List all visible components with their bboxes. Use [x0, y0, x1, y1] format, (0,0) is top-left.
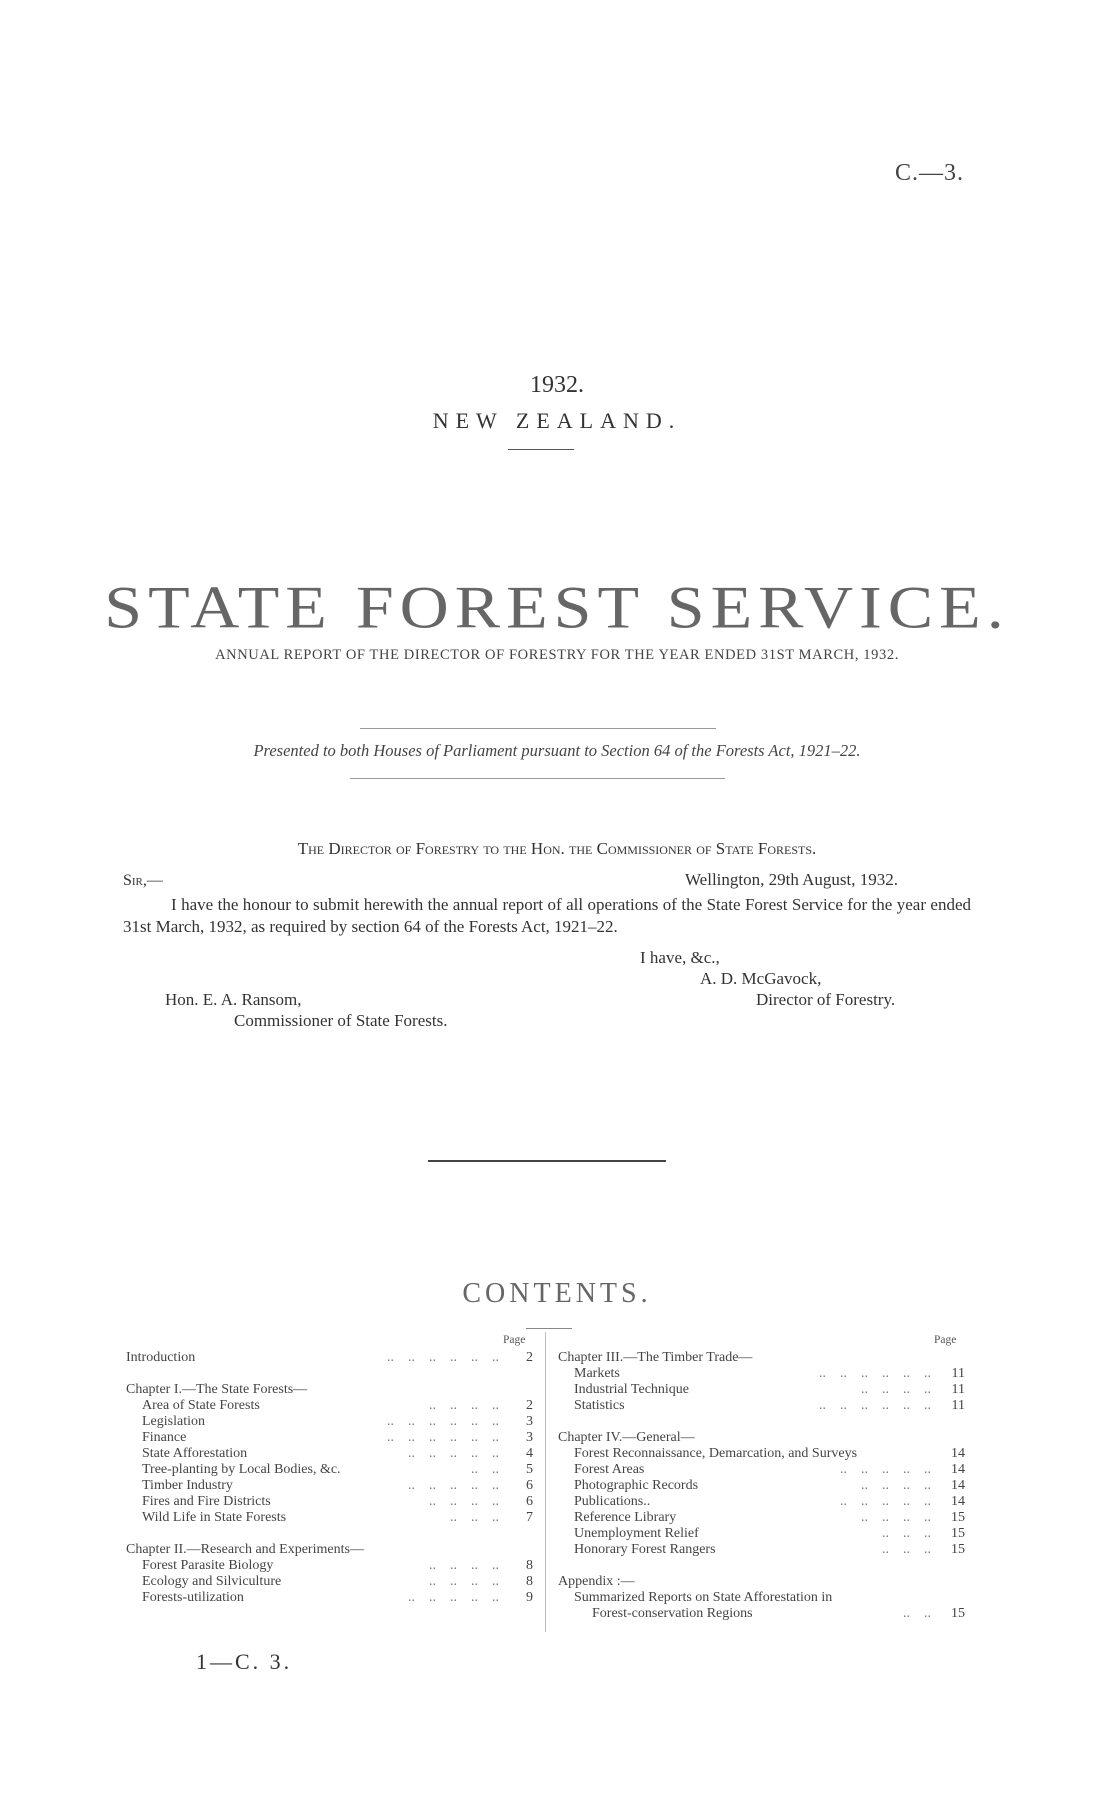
contents-entry-label: Summarized Reports on State Afforestation in: [574, 1590, 833, 1605]
contents-entry-label: Forest-conservation Regions: [592, 1606, 753, 1621]
contents-entry-label: Tree-planting by Local Bodies, &c.: [142, 1462, 341, 1477]
presentation-note: Presented to both Houses of Parliament pursuant to Section 64 of the Forests Act, 1921–22.: [253, 741, 861, 760]
contents-entry-leader: .. .. .. .. ..: [840, 1462, 931, 1477]
contents-entry-label: Finance: [142, 1430, 187, 1445]
contents-entry-leader: .. .. .. ..: [429, 1574, 499, 1589]
contents-entry-page: 6: [526, 1494, 533, 1509]
contents-left-column: [126, 1350, 533, 1620]
contents-entry: [558, 1398, 965, 1414]
document-reference: C.—3.: [895, 160, 965, 186]
contents-entry-page: 5: [526, 1462, 533, 1477]
country-heading: NEW ZEALAND.: [432, 408, 682, 433]
contents-entry-label: Timber Industry: [142, 1478, 233, 1493]
contents-entry: [126, 1478, 533, 1494]
contents-entry-label: Chapter II.—Research and Experiments—: [126, 1542, 364, 1557]
contents-entry-leader: .. .. .. ..: [429, 1558, 499, 1573]
contents-entry-label: Wild Life in State Forests: [142, 1510, 287, 1525]
contents-entry-page: 3: [526, 1430, 533, 1445]
contents-entry-page: 11: [951, 1382, 965, 1397]
report-year: 1932.: [530, 372, 584, 398]
contents-entry-page: 7: [526, 1510, 533, 1525]
contents-entry: [126, 1558, 533, 1574]
contents-entry-leader: .. .. .. ..: [429, 1494, 499, 1509]
page-column-header: Page: [934, 1334, 957, 1346]
contents-entry-label: Introduction: [126, 1350, 196, 1365]
contents-entry-page: 3: [526, 1414, 533, 1429]
contents-entry: [126, 1430, 533, 1446]
contents-entry-label: Statistics: [574, 1398, 625, 1413]
contents-entry: [558, 1574, 965, 1590]
contents-entry: [126, 1462, 533, 1478]
contents-entry-label: Appendix :—: [558, 1574, 635, 1589]
contents-entry: [558, 1526, 965, 1542]
contents-entry-leader: .. .. .. .. .. ..: [819, 1366, 931, 1381]
contents-entry-page: 15: [951, 1542, 965, 1557]
contents-entry-leader: .. .. .. .. .. ..: [387, 1414, 499, 1429]
contents-entry-page: 14: [951, 1462, 965, 1477]
contents-entry: [558, 1478, 965, 1494]
contents-entry-label: Unemployment Relief: [574, 1526, 699, 1541]
contents-entry-page: 2: [526, 1350, 533, 1365]
contents-entry: [126, 1446, 533, 1462]
contents-entry-page: 4: [526, 1446, 533, 1461]
contents-entry-page: 6: [526, 1478, 533, 1493]
letter-salutation: Sir,—: [123, 872, 163, 889]
contents-entry: [126, 1414, 533, 1430]
contents-entry-label: Forests-utilization: [142, 1590, 244, 1605]
contents-entry-label: Area of State Forests: [142, 1398, 260, 1413]
contents-entry-leader: .. .. .. .. ..: [408, 1478, 499, 1493]
divider-rule: [508, 449, 574, 450]
contents-entry-label: Chapter I.—The State Forests—: [126, 1382, 308, 1397]
signatory-name: A. D. McGavock,: [700, 969, 822, 988]
contents-entry: [126, 1382, 533, 1398]
contents-entry: [558, 1366, 965, 1382]
page-column-header: Page: [503, 1334, 526, 1346]
contents-entry: [558, 1382, 965, 1398]
contents-entry-leader: .. .. .. .. ..: [840, 1494, 931, 1509]
contents-entry-leader: .. .. .. .. .. ..: [387, 1430, 499, 1445]
letter-closing: I have, &c.,: [640, 948, 720, 967]
contents-entry: [558, 1462, 965, 1478]
contents-entry-label: Forest Parasite Biology: [142, 1558, 274, 1573]
contents-entry: [558, 1542, 965, 1558]
contents-entry-label: Reference Library: [574, 1510, 677, 1525]
contents-entry-label: Forest Reconnaissance, Demarcation, and Surveys: [574, 1446, 858, 1461]
contents-entry: [126, 1398, 533, 1414]
contents-entry-leader: .. .. .. .. ..: [408, 1590, 499, 1605]
letter-body: [123, 894, 971, 938]
contents-entry-leader: .. .. .. ..: [861, 1510, 931, 1525]
divider-rule: [526, 1328, 572, 1329]
footer-reference: 1—C. 3.: [196, 1649, 293, 1674]
contents-entry-label: Chapter IV.—General—: [558, 1430, 695, 1445]
divider-rule: [360, 728, 716, 729]
page-title: STATE FOREST SERVICE.: [104, 573, 1010, 641]
contents-entry-label: Legislation: [142, 1414, 205, 1429]
contents-entry-page: 14: [951, 1446, 965, 1461]
contents-entry-leader: .. ..: [903, 1606, 931, 1621]
contents-entry-label: Industrial Technique: [574, 1382, 690, 1397]
contents-entry-label: Markets: [574, 1366, 620, 1381]
contents-heading: CONTENTS.: [462, 1278, 652, 1309]
recipient-name: Hon. E. A. Ransom,: [165, 990, 302, 1009]
contents-entry: [126, 1542, 533, 1558]
contents-entry-label: Forest Areas: [574, 1462, 645, 1477]
signatory-title: Director of Forestry.: [756, 990, 896, 1009]
contents-entry-leader: .. ..: [471, 1462, 499, 1477]
contents-entry: [126, 1590, 533, 1606]
contents-entry: [126, 1574, 533, 1590]
contents-entry-page: 11: [951, 1398, 965, 1413]
contents-entry-leader: .. .. .. ..: [861, 1382, 931, 1397]
contents-right-column: [558, 1350, 965, 1620]
letter-heading: The Director of Forestry to the Hon. the Commissioner of State Forests.: [297, 839, 817, 858]
contents-entry-label: State Afforestation: [142, 1446, 248, 1461]
contents-entry-page: 9: [526, 1590, 533, 1605]
divider-rule: [350, 778, 725, 779]
contents-entry-label: Ecology and Silviculture: [142, 1574, 282, 1589]
contents-entry: [558, 1510, 965, 1526]
contents-entry-label: Honorary Forest Rangers: [574, 1542, 716, 1557]
recipient-title: Commissioner of State Forests.: [234, 1011, 448, 1030]
contents-entry-page: 11: [951, 1366, 965, 1381]
contents-entry-leader: .. .. ..: [882, 1542, 931, 1557]
contents-entry: [558, 1494, 965, 1510]
contents-entry-label: Chapter III.—The Timber Trade—: [558, 1350, 753, 1365]
contents-entry: [558, 1446, 965, 1462]
contents-entry-page: 8: [526, 1574, 533, 1589]
contents-entry-page: 8: [526, 1558, 533, 1573]
contents-entry-page: 15: [951, 1606, 965, 1621]
letter-body-text: I have the honour to submit herewith the annual report of all operations of the State Forest Service for the year ended 31st March, 1932, as required by section 64 of the Forests Act, 1921–22.: [123, 895, 971, 936]
column-divider: [545, 1332, 546, 1632]
contents-entry-label: Fires and Fire Districts: [142, 1494, 271, 1509]
contents-entry: [126, 1510, 533, 1526]
contents-entry-label: Publications..: [574, 1494, 651, 1509]
contents-entry: [558, 1430, 965, 1446]
contents-entry-page: 14: [951, 1478, 965, 1493]
contents-entry-page: 14: [951, 1494, 965, 1509]
contents-entry: [126, 1350, 533, 1366]
divider-rule: [428, 1160, 666, 1162]
contents-entry-leader: .. .. ..: [450, 1510, 499, 1525]
contents-entry-page: 2: [526, 1398, 533, 1413]
contents-entry: [558, 1350, 965, 1366]
contents-entry-page: 15: [951, 1510, 965, 1525]
report-subtitle: ANNUAL REPORT OF THE DIRECTOR OF FORESTRY FOR THE YEAR ENDED 31ST MARCH, 1932.: [215, 647, 899, 663]
contents-entry: [126, 1494, 533, 1510]
contents-entry-leader: .. .. .. .. ..: [408, 1446, 499, 1461]
contents-entry: [558, 1606, 965, 1622]
contents-entry-label: Photographic Records: [574, 1478, 699, 1493]
contents-entry: [558, 1590, 965, 1606]
contents-entry-leader: .. .. .. .. .. ..: [387, 1350, 499, 1365]
contents-entry-leader: .. .. .. .. .. ..: [819, 1398, 931, 1413]
letter-dateline: Wellington, 29th August, 1932.: [685, 870, 899, 889]
contents-entry-leader: .. .. .. ..: [861, 1478, 931, 1493]
contents-entry-page: 15: [951, 1526, 965, 1541]
contents-entry-leader: .. .. ..: [882, 1526, 931, 1541]
contents-entry-leader: .. .. .. ..: [429, 1398, 499, 1413]
